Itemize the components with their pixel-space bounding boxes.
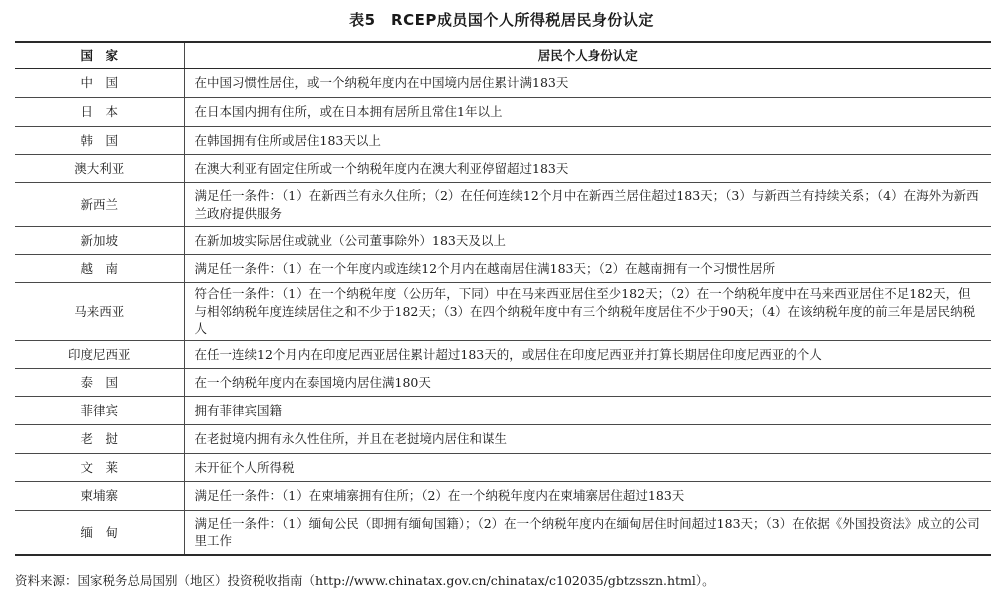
table-row — [15, 227, 991, 255]
criteria-cell: 满足任一条件：（1）缅甸公民（即拥有缅甸国籍）；（2）在一个纳税年度内在缅甸居住时间超过183天；（3）在依据《外国投资法》成立的公司里工作 — [184, 511, 991, 555]
residency-table — [15, 41, 991, 556]
criteria-cell: 在日本国内拥有住所，或在日本拥有居所且常住1年以上 — [184, 98, 991, 127]
table-row — [15, 511, 991, 555]
table-row — [15, 425, 991, 454]
table-row — [15, 155, 991, 183]
country-cell: 澳大利亚 — [15, 155, 184, 183]
country-cell: 柬埔寨 — [15, 482, 184, 511]
country-cell: 韩 国 — [15, 127, 184, 155]
country-cell: 菲律宾 — [15, 397, 184, 425]
table-row — [15, 183, 991, 227]
country-cell: 老 挝 — [15, 425, 184, 454]
criteria-cell: 满足任一条件：（1）在新西兰有永久住所；（2）在任何连续12个月中在新西兰居住超过183天；（3）与新西兰有持续关系；（4）在海外为新西兰政府提供服务 — [184, 183, 991, 227]
criteria-cell: 在韩国拥有住所或居住183天以上 — [184, 127, 991, 155]
country-cell: 中 国 — [15, 69, 184, 98]
source-note: 资料来源：国家税务总局国别（地区）投资税收指南（http://www.chinatax.gov.cn/chinatax/c102035/gbtzsszn.html）。 — [15, 573, 715, 588]
table-row — [15, 127, 991, 155]
table-row — [15, 283, 991, 341]
criteria-cell: 在老挝境内拥有永久性住所，并且在老挝境内居住和谋生 — [184, 425, 991, 454]
criteria-cell: 在一个纳税年度内在泰国境内居住满180天 — [184, 369, 991, 397]
country-cell: 印度尼西亚 — [15, 341, 184, 369]
criteria-cell: 在新加坡实际居住或就业（公司董事除外）183天及以上 — [184, 227, 991, 255]
table-row — [15, 369, 991, 397]
table-row — [15, 397, 991, 425]
criteria-cell: 满足任一条件：（1）在一个年度内或连续12个月内在越南居住满183天；（2）在越南拥有一个习惯性居所 — [184, 255, 991, 283]
table-row — [15, 69, 991, 98]
country-cell: 马来西亚 — [15, 283, 184, 341]
table-row — [15, 454, 991, 482]
country-cell: 泰 国 — [15, 369, 184, 397]
header-criteria: 居民个人身份认定 — [184, 42, 991, 69]
country-cell: 缅 甸 — [15, 511, 184, 555]
criteria-cell: 满足任一条件：（1）在柬埔寨拥有住所；（2）在一个纳税年度内在柬埔寨居住超过183天 — [184, 482, 991, 511]
country-cell: 新西兰 — [15, 183, 184, 227]
header-country: 国 家 — [15, 42, 184, 69]
country-cell: 文 莱 — [15, 454, 184, 482]
country-cell: 越 南 — [15, 255, 184, 283]
table-row — [15, 341, 991, 369]
country-cell: 日 本 — [15, 98, 184, 127]
criteria-cell: 在任一连续12个月内在印度尼西亚居住累计超过183天的，或居住在印度尼西亚并打算长期居住印度尼西亚的个人 — [184, 341, 991, 369]
criteria-cell: 在澳大利亚有固定住所或一个纳税年度内在澳大利亚停留超过183天 — [184, 155, 991, 183]
table-row — [15, 98, 991, 127]
criteria-cell: 拥有菲律宾国籍 — [184, 397, 991, 425]
country-cell: 新加坡 — [15, 227, 184, 255]
criteria-cell: 符合任一条件：（1）在一个纳税年度（公历年，下同）中在马来西亚居住至少182天；（2）在一个纳税年度中在马来西亚居住不足182天，但与相邻纳税年度连续居住之和不少于182天；（3）在四个纳税年度中有三个纳税年度居住不少于90天；（4）在该纳税年度的前三年是居民纳税人 — [184, 283, 991, 341]
table-row — [15, 482, 991, 511]
criteria-cell: 未开征个人所得税 — [184, 454, 991, 482]
criteria-cell: 在中国习惯性居住，或一个纳税年度内在中国境内居住累计满183天 — [184, 69, 991, 98]
table-header-row — [15, 42, 991, 69]
table-title: 表5 RCEP成员国个人所得税居民身份认定 — [349, 11, 654, 29]
table-row — [15, 255, 991, 283]
